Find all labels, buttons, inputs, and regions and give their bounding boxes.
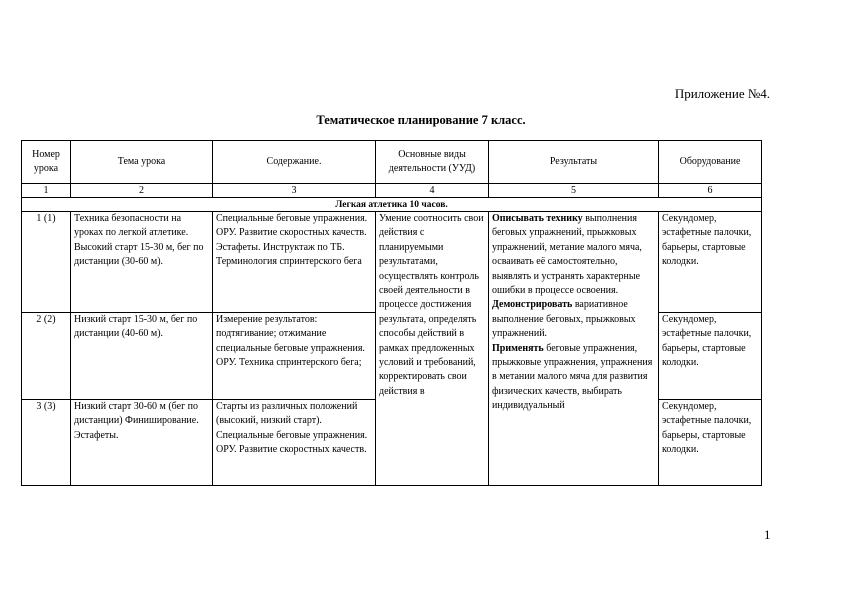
lesson-content: Специальные беговые упражнения. ОРУ. Развитие скоростных качеств. Эстафеты. Инструктаж по ТБ. Терминология спринтерского бега	[213, 212, 376, 313]
lesson-equipment: Секундомер, эстафетные палочки, барьеры, стартовые колодки.	[659, 400, 762, 486]
column-header-content: Содержание.	[213, 141, 376, 184]
column-header-number: Номер урока	[22, 141, 71, 184]
column-number: 3	[213, 184, 376, 198]
lesson-equipment: Секундомер, эстафетные палочки, барьеры, стартовые колодки.	[659, 313, 762, 400]
section-row	[22, 198, 762, 212]
lesson-number: 2 (2)	[22, 313, 71, 400]
table-header-row	[22, 141, 762, 184]
column-number: 5	[489, 184, 659, 198]
results-text	[492, 212, 655, 474]
lesson-number: 1 (1)	[22, 212, 71, 313]
uud-text: Умение соотносить свои действия с планируемыми результатами, осуществлять контроль своей деятельности в процессе достижения результата, определять способы действий в рамках предложенных условий и требований, корректировать свои действия в	[379, 213, 484, 397]
column-number: 4	[376, 184, 489, 198]
column-header-topic: Тема урока	[71, 141, 213, 184]
uud-cell	[376, 212, 489, 486]
column-header-results: Результаты	[489, 141, 659, 184]
table-row	[22, 212, 762, 313]
column-number-row	[22, 184, 762, 198]
results-lead: Применять	[492, 342, 544, 354]
results-body: беговые упражнения, прыжковые упражнения, упражнения в метании малого мяча для развития физических качеств, выбирать индивидуальный	[492, 342, 653, 412]
column-number: 2	[71, 184, 213, 198]
lesson-topic: Низкий старт 15-30 м, бег по дистанции (40-60 м).	[71, 313, 213, 400]
column-number: 6	[659, 184, 762, 198]
lesson-topic: Техника безопасности на уроках по легкой атлетике. Высокий старт 15-30 м, бег по дистанции (30-60 м).	[71, 212, 213, 313]
lesson-topic: Низкий старт 30-60 м (бег по дистанции) Финиширование. Эстафеты.	[71, 400, 213, 486]
column-header-equipment: Оборудование	[659, 141, 762, 184]
results-lead: Демонстрировать	[492, 299, 573, 311]
results-body: вариативное выполнение беговых, прыжковых упражнений.	[492, 299, 636, 340]
document-title: Тематическое планирование 7 класс.	[316, 113, 526, 127]
lesson-content: Старты из различных положений (высокий, низкий старт). Специальные беговые упражнения. ОРУ. Развитие скоростных качеств.	[213, 400, 376, 486]
appendix-label: Приложение №4.	[674, 86, 770, 101]
results-body: выполнения беговых упражнений, прыжковых упражнений, метание малого мяча, осваивать её самостоятельно, выявлять и устранять характерные ошибки в процессе освоения.	[492, 213, 642, 297]
results-cell	[489, 212, 659, 486]
column-number: 1	[22, 184, 71, 198]
section-title: Легкая атлетика 10 часов.	[22, 198, 762, 212]
page-number: 1	[764, 527, 771, 542]
lesson-content: Измерение результатов: подтягивание; отжимание специальные беговые упражнения. ОРУ. Техника спринтерского бега;	[213, 313, 376, 400]
lesson-number: 3 (3)	[22, 400, 71, 486]
lesson-equipment: Секундомер, эстафетные палочки, барьеры, стартовые колодки.	[659, 212, 762, 313]
planning-table	[21, 140, 762, 486]
column-header-activities: Основные виды деятельности (УУД)	[376, 141, 489, 184]
results-lead: Описывать технику	[492, 213, 583, 224]
